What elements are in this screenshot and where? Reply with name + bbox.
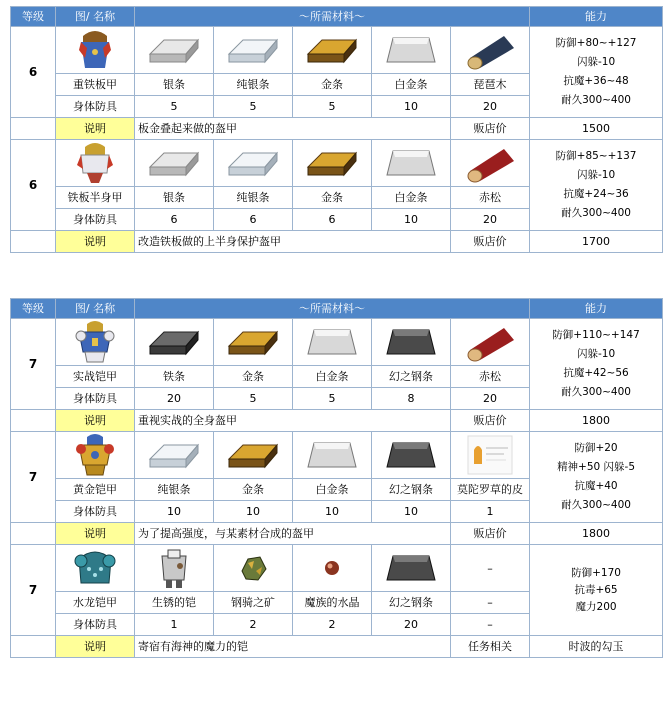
log-icon	[451, 27, 530, 74]
header-materials: ～所需材料～	[135, 7, 530, 27]
item-type: 身体防具	[56, 388, 135, 410]
red-pine-log-icon	[451, 319, 530, 366]
silver-bar-icon	[135, 140, 214, 187]
ability-line: 精神+50 闪躲-5	[557, 461, 636, 473]
material-name: 金条	[293, 74, 372, 96]
material-name: 生锈的铠	[135, 592, 214, 614]
blank-cell	[11, 636, 56, 658]
blank-cell	[11, 523, 56, 545]
item-type: 身体防具	[56, 501, 135, 523]
material-name: 纯银条	[214, 74, 293, 96]
material-qty: 6	[135, 209, 214, 231]
demon-crystal-icon	[293, 545, 372, 592]
ability-line: 闪躲-10	[576, 348, 616, 360]
material-name: 钢骑之矿	[214, 592, 293, 614]
material-name: 金条	[293, 187, 372, 209]
material-name: 琵琶木	[451, 74, 530, 96]
material-qty: 6	[293, 209, 372, 231]
ability-line: 防御+85~+137	[555, 150, 637, 162]
ability-cell	[530, 140, 663, 231]
gold-bar-icon	[214, 319, 293, 366]
material-qty: 5	[135, 96, 214, 118]
price-label: 贩店价	[451, 231, 530, 253]
ability-line: 防御+170	[571, 566, 621, 579]
material-name: 银条	[135, 187, 214, 209]
item-type: 身体防具	[56, 614, 135, 636]
material-name: 莫陀罗草的皮	[451, 479, 530, 501]
phantom-steel-bar-icon	[372, 432, 451, 479]
material-qty: 5	[293, 96, 372, 118]
red-pine-log-icon	[451, 140, 530, 187]
ability-line: 闪躲-10	[576, 169, 616, 181]
item-description: 重视实战的全身盔甲	[135, 410, 451, 432]
armor-half-plate-icon	[56, 140, 135, 187]
price-value: 1800	[530, 410, 663, 432]
material-qty: 5	[214, 388, 293, 410]
material-name: 魔族的水晶	[293, 592, 372, 614]
material-qty: 10	[372, 209, 451, 231]
gold-bar-icon	[293, 140, 372, 187]
ability-line: 抗魔+40	[574, 480, 618, 492]
price-value: 1500	[530, 118, 663, 140]
material-qty: 6	[214, 209, 293, 231]
material-name: 银条	[135, 74, 214, 96]
armor-gold-icon	[56, 432, 135, 479]
ability-line: 抗魔+36~48	[563, 75, 629, 87]
platinum-bar-icon	[293, 319, 372, 366]
price-label: 贩店价	[451, 523, 530, 545]
item-name: 重铁板甲	[56, 74, 135, 96]
phantom-steel-bar-icon	[372, 319, 451, 366]
material-name: 白金条	[293, 366, 372, 388]
header-name: 图/ 名称	[56, 299, 135, 319]
armor-water-dragon-icon	[56, 545, 135, 592]
ability-cell	[530, 545, 663, 636]
ability-line: 魔力200	[575, 600, 617, 613]
ability-cell	[530, 319, 663, 410]
ability-line: 防御+20	[574, 442, 618, 454]
item-description: 寄宿有海神的魔力的铠	[135, 636, 451, 658]
material-qty: 1	[135, 614, 214, 636]
herb-skin-icon	[451, 432, 530, 479]
material-qty: 10	[214, 501, 293, 523]
header-ability: 能力	[530, 7, 663, 27]
item-name: 水龙铠甲	[56, 592, 135, 614]
silver-bar-icon	[135, 27, 214, 74]
ability-line: 耐久300~400	[561, 386, 631, 398]
phantom-steel-bar-icon	[372, 545, 451, 592]
header-name: 图/ 名称	[56, 7, 135, 27]
ability-line: 防御+110~+147	[552, 329, 640, 341]
iron-bar-icon	[135, 319, 214, 366]
item-type: 身体防具	[56, 209, 135, 231]
material-qty: 10	[135, 501, 214, 523]
material-name: 赤松	[451, 366, 530, 388]
price-value: 时波的勾玉	[530, 636, 663, 658]
ability-line: 抗毒+65	[574, 583, 618, 596]
ability-line: 抗魔+24~36	[563, 188, 629, 200]
ability-line: 耐久300~400	[561, 94, 631, 106]
price-value: 1700	[530, 231, 663, 253]
material-qty: 8	[372, 388, 451, 410]
item-name: 铁板半身甲	[56, 187, 135, 209]
pure-silver-bar-icon	[214, 140, 293, 187]
material-qty: 20	[135, 388, 214, 410]
pure-silver-bar-icon	[135, 432, 214, 479]
ability-line: 防御+80~+127	[555, 37, 637, 49]
price-label: 贩店价	[451, 118, 530, 140]
material-qty: –	[451, 614, 530, 636]
material-name: 赤松	[451, 187, 530, 209]
note-label: 说明	[56, 523, 135, 545]
gold-bar-icon	[214, 432, 293, 479]
item-description: 为了提高强度，与某素材合成的盔甲	[135, 523, 451, 545]
gold-bar-icon	[293, 27, 372, 74]
item-name: 实战铠甲	[56, 366, 135, 388]
header-level: 等级	[11, 299, 56, 319]
material-name: 幻之钢条	[372, 366, 451, 388]
material-name: 金条	[214, 479, 293, 501]
price-value: 1800	[530, 523, 663, 545]
platinum-bar-icon	[372, 27, 451, 74]
item-level: 7	[11, 432, 56, 523]
item-level: 7	[11, 545, 56, 636]
note-label: 说明	[56, 410, 135, 432]
material-qty: 20	[451, 209, 530, 231]
material-name: 纯银条	[214, 187, 293, 209]
blank-cell	[11, 118, 56, 140]
material-qty: 5	[214, 96, 293, 118]
ore-icon	[214, 545, 293, 592]
platinum-bar-icon	[372, 140, 451, 187]
ability-cell	[530, 432, 663, 523]
empty-material-slot: –	[451, 545, 530, 592]
armor-heavy-plate-icon	[56, 27, 135, 74]
material-qty: 5	[293, 388, 372, 410]
material-qty: 20	[372, 614, 451, 636]
price-label: 任务相关	[451, 636, 530, 658]
note-label: 说明	[56, 118, 135, 140]
material-qty: 10	[372, 96, 451, 118]
item-description: 改造铁板做的上半身保护盔甲	[135, 231, 451, 253]
header-ability: 能力	[530, 299, 663, 319]
material-qty: 20	[451, 388, 530, 410]
note-label: 说明	[56, 636, 135, 658]
blank-cell	[11, 231, 56, 253]
platinum-bar-icon	[293, 432, 372, 479]
item-name: 黄金铠甲	[56, 479, 135, 501]
material-name: 幻之钢条	[372, 479, 451, 501]
material-qty: 10	[293, 501, 372, 523]
material-name: 白金条	[372, 187, 451, 209]
price-label: 贩店价	[451, 410, 530, 432]
item-description: 板金叠起来做的盔甲	[135, 118, 451, 140]
material-name: 幻之钢条	[372, 592, 451, 614]
item-level: 7	[11, 319, 56, 410]
ability-line: 闪躲-10	[576, 56, 616, 68]
material-name: –	[451, 592, 530, 614]
item-level: 6	[11, 27, 56, 118]
material-name: 铁条	[135, 366, 214, 388]
ability-cell	[530, 27, 663, 118]
rusty-armor-icon	[135, 545, 214, 592]
header-materials: ～所需材料～	[135, 299, 530, 319]
material-qty: 2	[293, 614, 372, 636]
material-qty: 1	[451, 501, 530, 523]
crafting-table-level-7	[10, 298, 663, 658]
material-qty: 2	[214, 614, 293, 636]
pure-silver-bar-icon	[214, 27, 293, 74]
material-name: 纯银条	[135, 479, 214, 501]
material-name: 金条	[214, 366, 293, 388]
blank-cell	[11, 410, 56, 432]
armor-battle-icon	[56, 319, 135, 366]
ability-line: 抗魔+42~56	[563, 367, 629, 379]
material-name: 白金条	[372, 74, 451, 96]
header-level: 等级	[11, 7, 56, 27]
note-label: 说明	[56, 231, 135, 253]
item-level: 6	[11, 140, 56, 231]
crafting-table-level-6	[10, 6, 663, 253]
ability-line: 耐久300~400	[561, 207, 631, 219]
material-qty: 20	[451, 96, 530, 118]
material-name: 白金条	[293, 479, 372, 501]
item-type: 身体防具	[56, 96, 135, 118]
material-qty: 10	[372, 501, 451, 523]
ability-line: 耐久300~400	[561, 499, 631, 511]
